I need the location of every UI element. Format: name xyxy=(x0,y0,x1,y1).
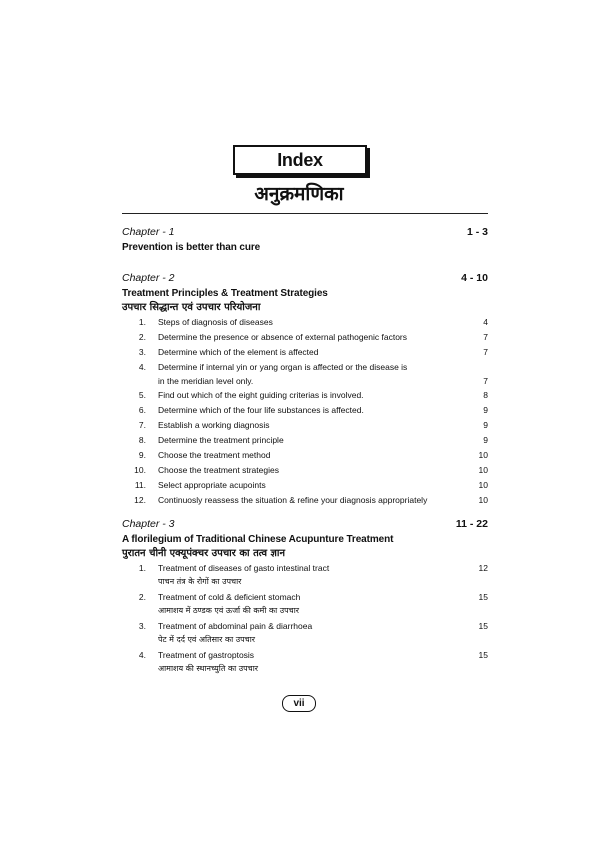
chapter-title: Treatment Principles & Treatment Strategies xyxy=(122,288,328,299)
item-page: 10 xyxy=(478,480,488,490)
item-page: 15 xyxy=(478,650,488,660)
chapter-title-hindi: उपचार सिद्धान्त एवं उपचार परियोजना xyxy=(122,302,261,313)
item-page: 10 xyxy=(478,465,488,475)
item-number: 9. xyxy=(138,450,146,460)
item-page: 10 xyxy=(478,450,488,460)
item-text: Treatment of gastroptosis xyxy=(158,650,255,660)
item-text: Choose the treatment strategies xyxy=(158,465,279,475)
item-text-continued: in the meridian level only. xyxy=(158,376,254,386)
chapter-2-items xyxy=(122,315,488,508)
list-item xyxy=(122,448,488,463)
chapter-title: A florilegium of Traditional Chinese Acupunture Treatment xyxy=(122,534,394,545)
list-item xyxy=(122,463,488,478)
item-text: Steps of diagnosis of diseases xyxy=(158,317,273,327)
page-number-badge xyxy=(282,695,316,712)
chapter-3-section xyxy=(122,518,488,676)
list-item xyxy=(122,619,488,647)
item-text: Determine if internal yin or yang organ is affected or the disease is xyxy=(158,362,408,372)
item-number: 8. xyxy=(138,435,146,445)
list-item xyxy=(122,330,488,345)
item-number: 6. xyxy=(138,405,146,415)
page-subtitle-hindi: अनुक्रमणिका xyxy=(254,183,344,205)
item-text: Treatment of cold & deficient stomach xyxy=(158,592,301,602)
chapter-heading xyxy=(122,518,488,533)
item-page: 4 xyxy=(483,317,488,327)
chapter-page-range: 4 - 10 xyxy=(461,272,488,284)
item-text: Establish a working diagnosis xyxy=(158,420,270,430)
list-item xyxy=(122,418,488,433)
list-item xyxy=(122,315,488,330)
item-text: Continuosly reassess the situation & refine your diagnosis appropriately xyxy=(158,495,428,505)
item-text: Find out which of the eight guiding criterias is involved. xyxy=(158,390,364,400)
chapter-2-section xyxy=(122,272,488,508)
item-text: Determine which of the element is affected xyxy=(158,347,319,357)
item-page: 10 xyxy=(478,495,488,505)
item-page: 15 xyxy=(478,621,488,631)
item-number: 1. xyxy=(138,563,146,573)
item-text-hindi: आमाशय में ठण्डक एवं ऊर्जा की कमी का उपचार xyxy=(158,606,300,615)
item-text: Select appropriate acupoints xyxy=(158,480,266,490)
item-page: 9 xyxy=(483,405,488,415)
item-number: 10. xyxy=(134,465,146,475)
chapter-label: Chapter - 2 xyxy=(122,272,175,284)
chapter-page-range: 11 - 22 xyxy=(455,518,488,530)
item-page: 7 xyxy=(483,347,488,357)
list-item xyxy=(122,590,488,618)
list-item xyxy=(122,561,488,589)
list-item xyxy=(122,360,488,388)
index-title-box xyxy=(233,145,367,175)
page-title: Index xyxy=(277,149,323,170)
item-text-hindi: आमाशय की स्थानच्युति का उपचार xyxy=(158,664,259,673)
item-page: 9 xyxy=(483,420,488,430)
item-number: 7. xyxy=(138,420,146,430)
list-item xyxy=(122,648,488,676)
item-page: 15 xyxy=(478,592,488,602)
list-item xyxy=(122,478,488,493)
chapter-label: Chapter - 1 xyxy=(122,226,175,238)
list-item xyxy=(122,433,488,448)
item-number: 2. xyxy=(138,332,146,342)
list-item xyxy=(122,388,488,403)
list-item xyxy=(122,345,488,360)
item-page: 8 xyxy=(483,390,488,400)
item-number: 3. xyxy=(138,347,146,357)
item-text-hindi: पेट में दर्द एवं अतिसार का उपचार xyxy=(158,635,256,644)
item-number: 1. xyxy=(138,317,146,327)
chapter-1-section xyxy=(122,226,488,272)
chapter-heading xyxy=(122,226,488,241)
item-text-hindi: पाचन तंत्र के रोगों का उपचार xyxy=(158,577,242,586)
chapter-page-range: 1 - 3 xyxy=(466,226,488,238)
chapter-heading xyxy=(122,272,488,287)
item-page: 9 xyxy=(483,435,488,445)
chapter-label: Chapter - 3 xyxy=(122,518,175,530)
item-number: 3. xyxy=(138,621,146,631)
list-item xyxy=(122,403,488,418)
item-page: 7 xyxy=(483,332,488,342)
item-number: 11. xyxy=(134,480,146,490)
item-text: Determine the treatment principle xyxy=(158,435,284,445)
item-page: 12 xyxy=(478,563,488,573)
item-number: 12. xyxy=(134,495,146,505)
chapter-title: Prevention is better than cure xyxy=(122,242,261,253)
item-number: 2. xyxy=(138,592,146,602)
header-divider xyxy=(122,213,488,214)
item-text: Treatment of abdominal pain & diarrhoea xyxy=(158,621,313,631)
item-text: Treatment of diseases of gasto intestinal tract xyxy=(158,563,330,573)
list-item xyxy=(122,493,488,508)
page-number: vii xyxy=(293,698,305,709)
table-of-contents xyxy=(122,226,488,677)
item-number: 4. xyxy=(138,650,146,660)
item-text: Determine which of the four life substances is affected. xyxy=(158,405,364,415)
item-page: 7 xyxy=(483,376,488,386)
item-number: 4. xyxy=(138,362,146,372)
chapter-3-items xyxy=(122,561,488,676)
item-text: Determine the presence or absence of external pathogenic factors xyxy=(158,332,408,342)
item-number: 5. xyxy=(138,390,146,400)
item-text: Choose the treatment method xyxy=(158,450,271,460)
chapter-title-hindi: पुरातन चीनी एक्यूपंक्चर उपचार का तत्व ज्ञान xyxy=(122,548,286,559)
